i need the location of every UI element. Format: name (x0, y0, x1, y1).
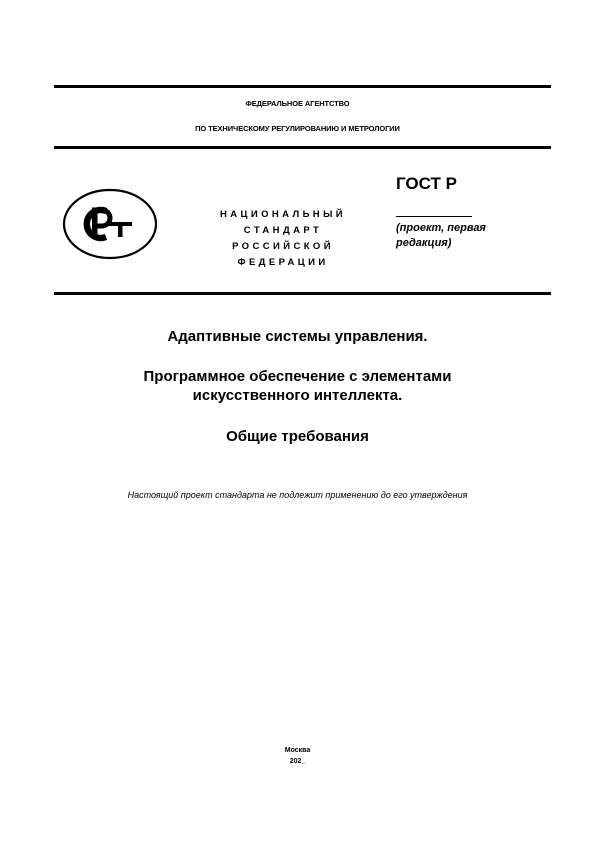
national-line-2: СТАНДАРТ (243, 225, 323, 236)
standard-designation: ГОСТ Р (396, 174, 457, 193)
gost-r-logo-icon (62, 188, 158, 260)
draft-notice: Настоящий проект стандарта не подлежит применению до его утверждения (127, 490, 468, 500)
header-rule (54, 146, 551, 149)
draft-line-2: редакция) (396, 237, 452, 249)
national-line-1: НАЦИОНАЛЬНЫЙ (220, 209, 346, 220)
national-line-3: РОССИЙСКОЙ (232, 241, 334, 252)
title-line-4: Общие требования (226, 428, 369, 445)
national-line-4: ФЕДЕРАЦИИ (237, 257, 329, 268)
draft-status (396, 221, 486, 251)
draft-line-1: (проект, первая (396, 222, 486, 234)
title-line-3: искусственного интеллекта. (192, 387, 403, 404)
national-standard-label (192, 207, 374, 271)
footer-year: 202_ (289, 758, 306, 765)
title-line-1: Адаптивные системы управления. (167, 328, 428, 345)
title-rule (54, 292, 551, 295)
title-line-2: Программное обеспечение с элементами (143, 368, 452, 385)
number-blank-line (396, 216, 472, 217)
top-rule (54, 85, 551, 88)
footer-city: Москва (284, 747, 311, 754)
agency-line-1: ФЕДЕРАЛЬНОЕ АГЕНТСТВО (245, 99, 350, 108)
agency-line-2: ПО ТЕХНИЧЕСКОМУ РЕГУЛИРОВАНИЮ И МЕТРОЛОГИИ (195, 124, 400, 133)
